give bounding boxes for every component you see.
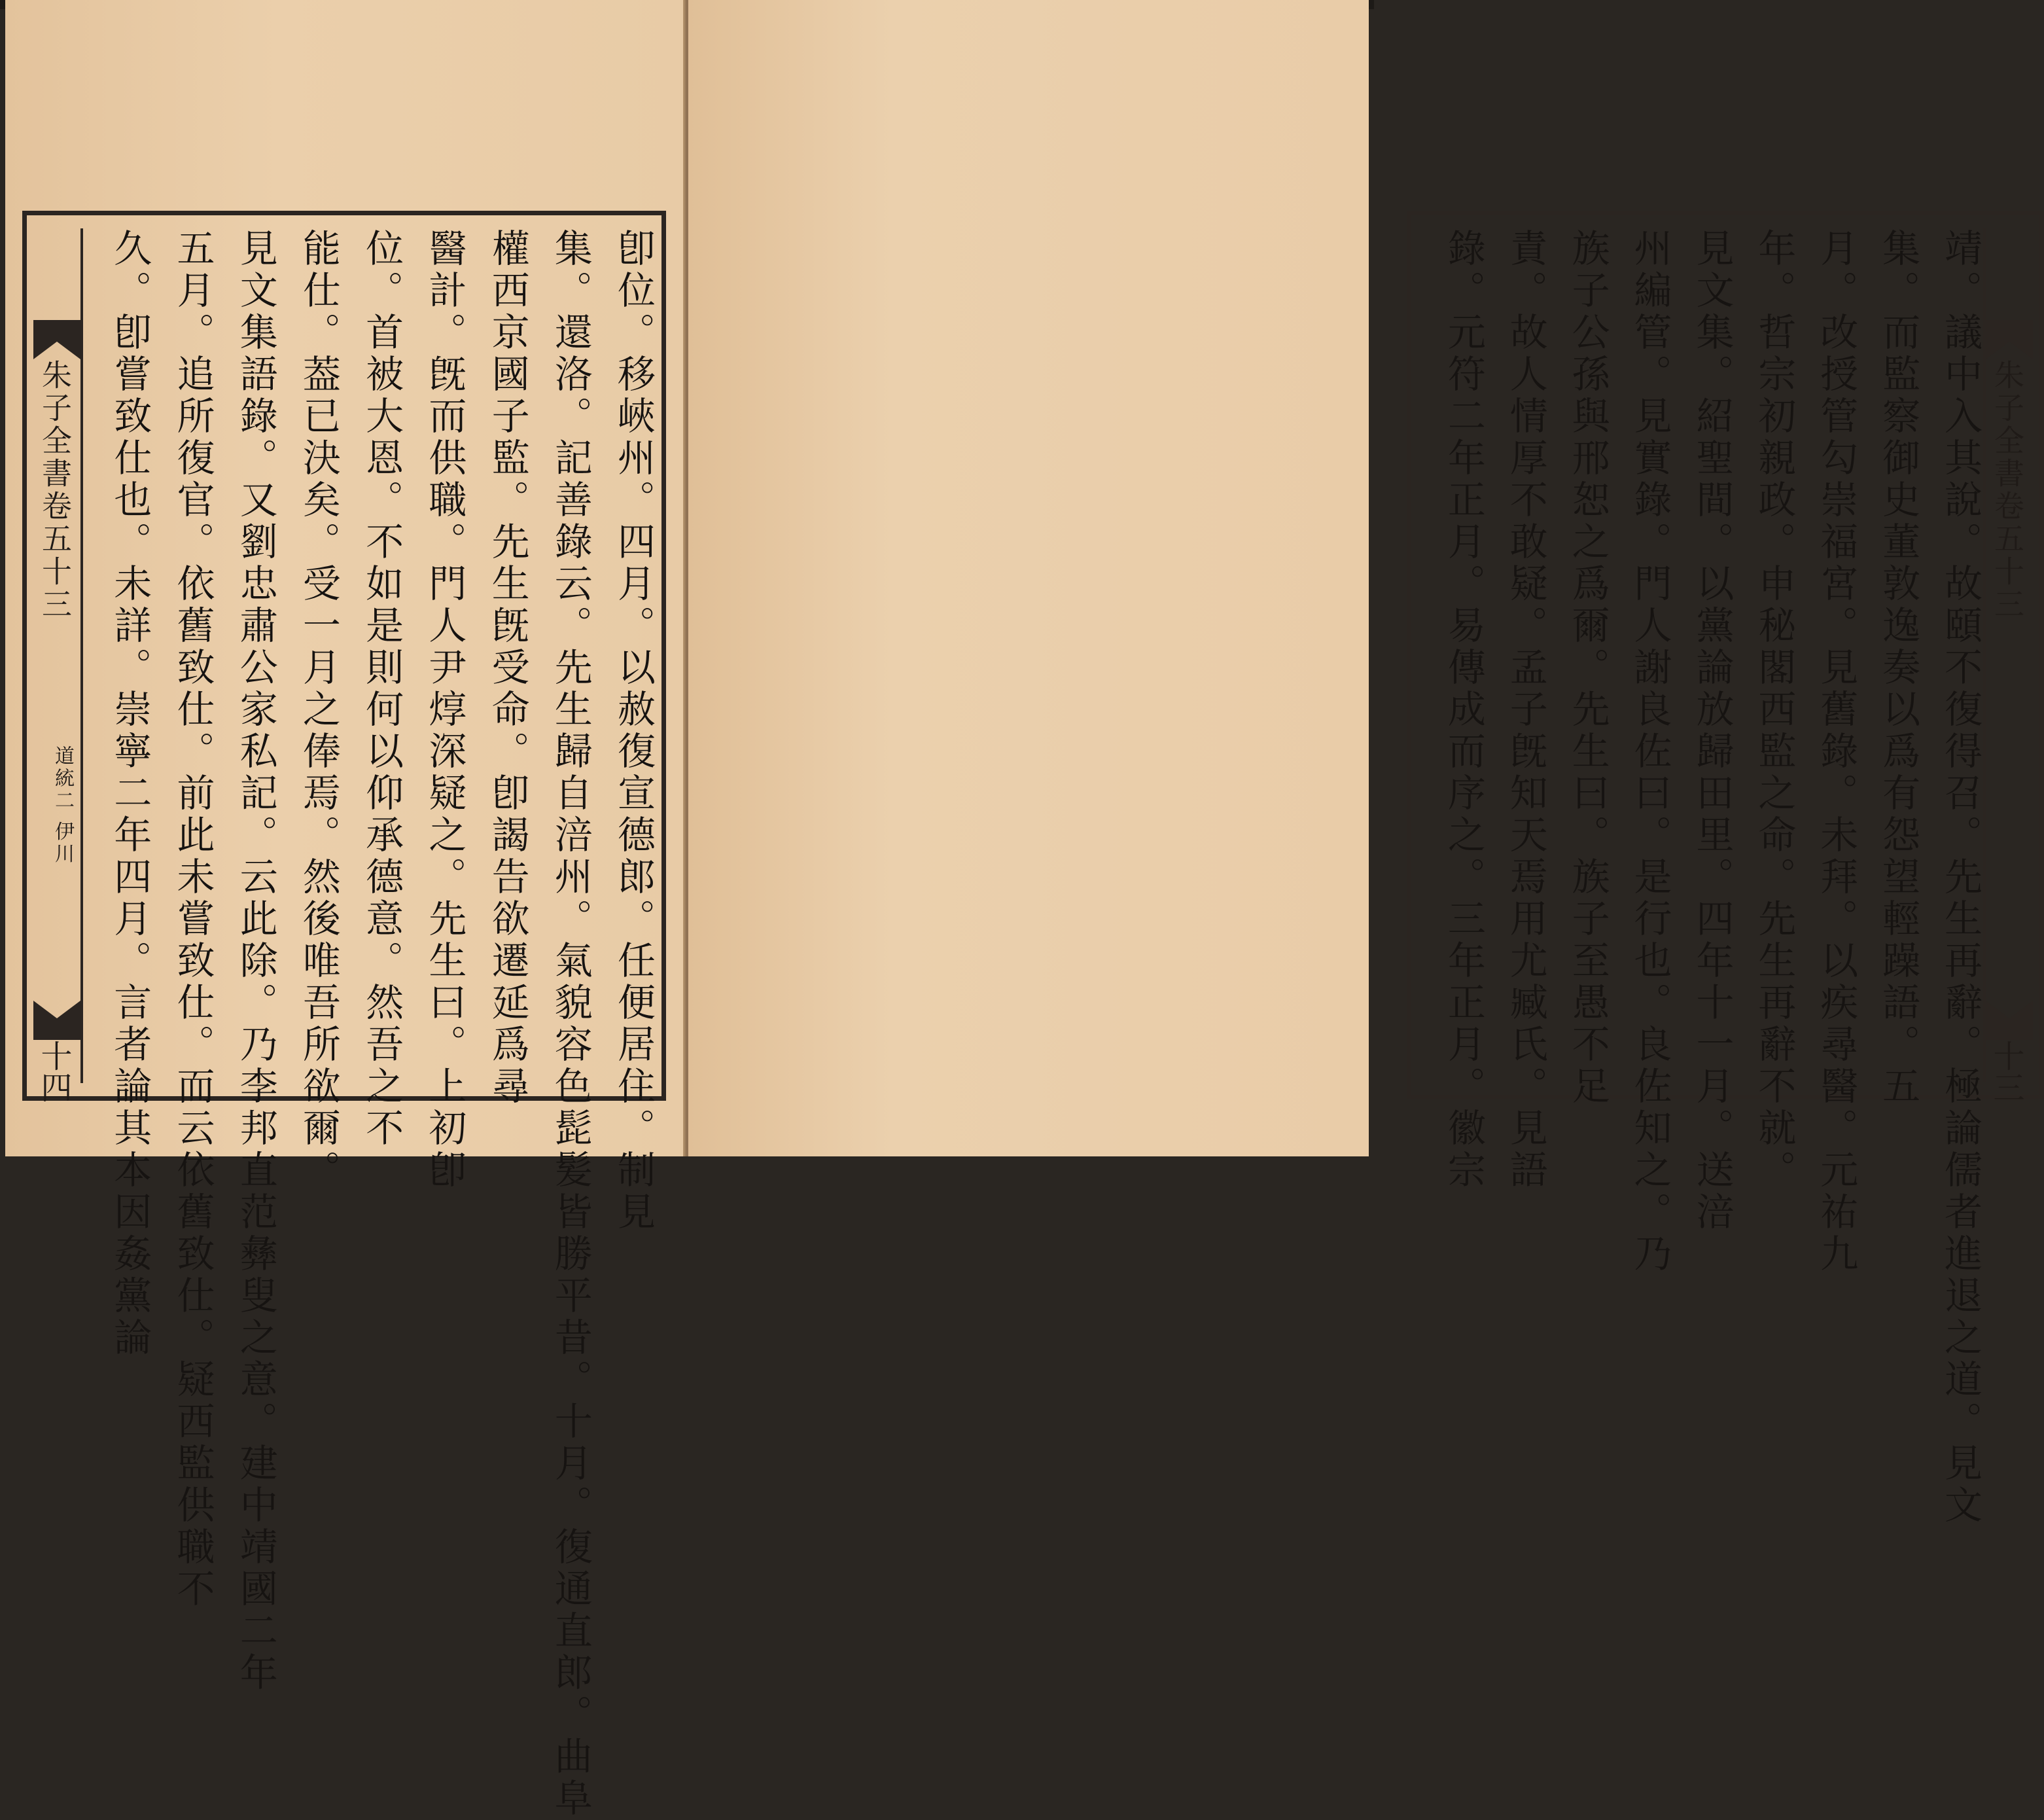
text-column: 集。還洛。記善錄云。先生歸自涪州。氣貌容色髭髪皆勝平昔。十月。復通直郎。曲阜 — [548, 228, 593, 1820]
book-title: 朱子全書卷五十三 — [37, 359, 73, 621]
text-column: 久。卽嘗致仕也。未詳。崇寧二年四月。言者論其本因姦黨論 — [107, 228, 152, 1359]
right-text-columns — [1420, 228, 1982, 1527]
right-fold-column — [1983, 228, 2033, 1103]
section-label: 道統二 伊川 — [51, 745, 74, 866]
text-column: 月。改授管勾崇福宮。見舊錄。未拜。以疾尋醫。元祐九 — [1814, 228, 1859, 1276]
fishtail-mark — [33, 320, 80, 359]
left-page — [5, 0, 686, 1820]
text-column: 年。哲宗初親政。申秘閣西監之命。先生再辭不就。 — [1752, 228, 1797, 1192]
right-page-frame — [1407, 211, 2044, 1527]
text-column: 錄。元符二年正月。易傳成而序之。三年正月。徽宗 — [1441, 228, 1486, 1192]
left-fold-column — [33, 228, 83, 1103]
text-column: 靖。議中入其說。故頤不復得召。先生再辭。極論儒者進退之道。見文 — [1938, 228, 1982, 1527]
text-column: 能仕。葢已決矣。受一月之俸焉。然後唯吾所欲爾。 — [296, 228, 341, 1192]
text-column: 見文集語錄。又劉忠肅公家私記。云此除。乃李邦直范彝叟之意。建中靖國二年 — [233, 228, 278, 1694]
page-number: 十四 — [35, 1040, 72, 1103]
text-column: 責。故人情厚不敢疑。孟子旣知天焉用尤臧氏。見語 — [1503, 228, 1548, 1192]
left-page-frame — [22, 211, 666, 1820]
text-column: 州編管。見實錄。門人謝良佐曰。是行也。良佐知之。乃 — [1627, 228, 1672, 1276]
text-column: 五月。追所復官。依舊致仕。前此未嘗致仕。而云依舊致仕。疑西監供職不 — [170, 228, 215, 1611]
text-column: 族子公孫與邢恕之爲爾。先生曰。族子至愚不足 — [1565, 228, 1610, 1108]
left-text-columns — [86, 228, 656, 1820]
book-title: 朱子全書卷五十三 — [1990, 359, 2025, 621]
text-column: 卽位。移峽州。四月。以赦復宣德郎。任便居住。制見 — [611, 228, 656, 1234]
text-column: 醫計。旣而供職。門人尹焞深疑之。先生曰。上初卽 — [422, 228, 467, 1192]
fishtail-mark — [1986, 320, 2033, 359]
right-page — [688, 0, 2025, 1527]
text-column: 權西京國子監。先生旣受命。卽謁告欲遷延爲尋 — [485, 228, 530, 1108]
fishtail-mark — [33, 1001, 80, 1040]
fishtail-mark — [1986, 1001, 2033, 1040]
page-number: 十三 — [1988, 1040, 2024, 1103]
text-column: 見文集。紹聖間。以黨論放歸田里。四年十一月。送涪 — [1689, 228, 1735, 1234]
text-column: 集。而監察御史董敦逸奏以爲有怨望輕躁語。五 — [1876, 228, 1921, 1108]
text-column: 位。首被大恩。不如是則何以仰承德意。然吾之不 — [359, 228, 404, 1150]
